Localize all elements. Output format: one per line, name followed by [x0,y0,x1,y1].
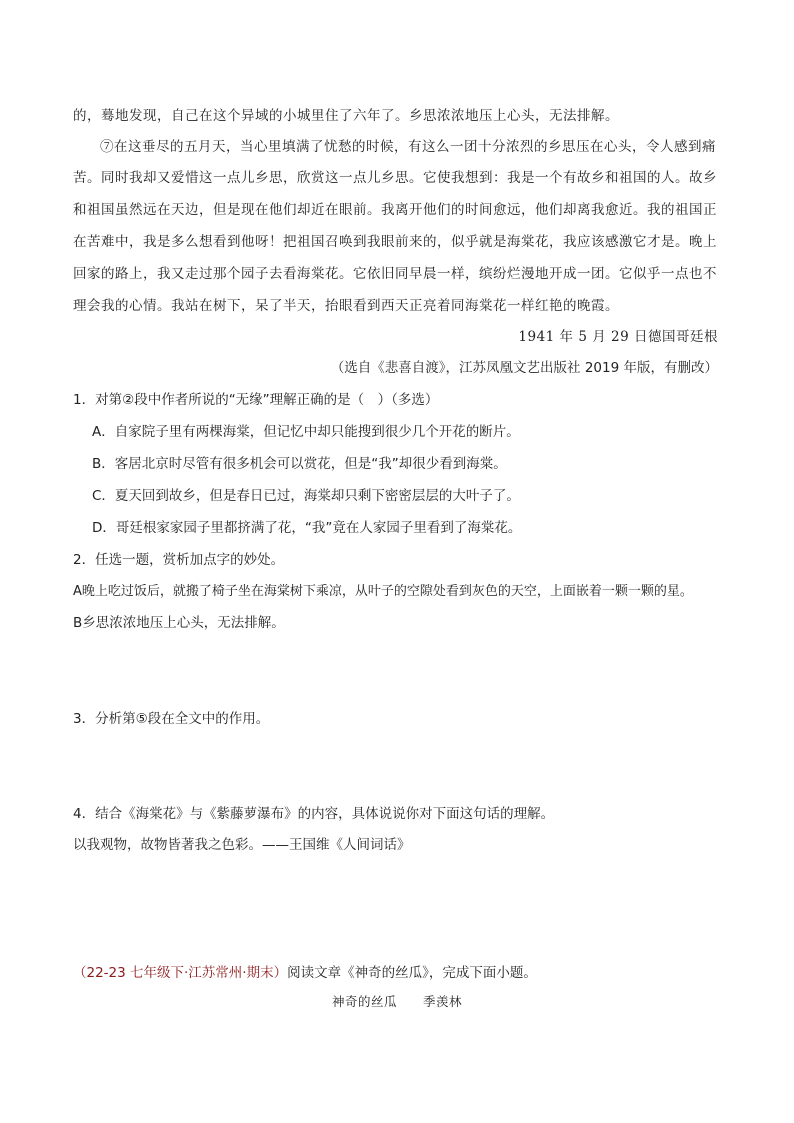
question-4-quote: 以我观物，故物皆著我之色彩。——王国维《人间词话》 [73,837,411,853]
source-tag: （22-23 七年级下·江苏常州·期末） [73,965,288,981]
question-1-option-d: D．哥廷根家家园子里都挤满了花，“我”竟在人家园子里看到了海棠花。 [92,520,522,536]
passage-line-1: 的，蓦地发现，自己在这个异域的小城里住了六年了。乡思浓浓地压上心头，无法排解。 [73,108,619,124]
section-instruction: 阅读文章《神奇的丝瓜》，完成下面小题。 [287,965,537,981]
passage-paragraph-7-line-1: ⑦在这垂尽的五月天，当心里填满了忧愁的时候，有这么一团十分浓烈的乡思压在心头，令人感到痛 [100,139,716,155]
question-1-option-a: A．自家院子里有两棵海棠，但记忆中却只能搜到很少几个开花的断片。 [92,424,520,440]
next-section-heading [73,961,537,981]
passage-line-6: 回家的路上，我又走过那个园子去看海棠花。它依旧同早晨一样，缤纷烂漫地开成一团。它似乎一点也不 [73,266,717,282]
passage-line-5: 在苦难中，我是多么想看到他呀！把祖国召唤到我眼前来的，似乎就是海棠花，我应该感激它才是。晚上 [73,234,717,250]
passage-source: （选自《悲喜自渡》，江苏凤凰文艺出版社 2019 年版，有删改） [330,360,718,376]
question-2-option-b: B乡思浓浓地压上心头，无法排解。 [73,615,285,631]
passage-line-7: 理会我的心情。我站在树下，呆了半天，抬眼看到西天正亮着同海棠花一样红艳的晚霞。 [73,298,619,314]
question-1-stem: 1．对第②段中作者所说的“无缘”理解正确的是（ ）（多选） [73,392,439,408]
question-1-option-b: B．客居北京时尽管有很多机会可以赏花，但是“我”却很少看到海棠。 [92,456,507,472]
question-2-option-a: A晚上吃过饭后，就搬了椅子坐在海棠树下乘凉，从叶子的空隙处看到灰色的天空，上面嵌着一颗一颗的星。 [73,584,693,599]
question-3-stem: 3．分析第⑤段在全文中的作用。 [73,711,270,727]
article-title: 神奇的丝瓜 季羡林 [331,994,462,1009]
question-2-stem: 2．任选一题，赏析加点字的妙处。 [73,552,285,568]
passage-line-3: 苦。同时我却又爱惜这一点儿乡思，欣赏这一点儿乡思。它使我想到：我是一个有故乡和祖国的人。故乡 [73,170,717,186]
question-4-stem: 4．结合《海棠花》与《紫藤萝瀑布》的内容，具体说说你对下面这句话的理解。 [73,806,555,822]
passage-signature: 1941 年 5 月 29 日德国哥廷根 [518,329,718,345]
question-1-option-c: C．夏天回到故乡，但是春日已过，海棠却只剩下密密层层的大叶子了。 [92,488,520,504]
passage-line-4: 和祖国虽然远在天边，但是现在他们却近在眼前。我离开他们的时间愈远，他们却离我愈近。我的祖国正 [73,202,717,218]
